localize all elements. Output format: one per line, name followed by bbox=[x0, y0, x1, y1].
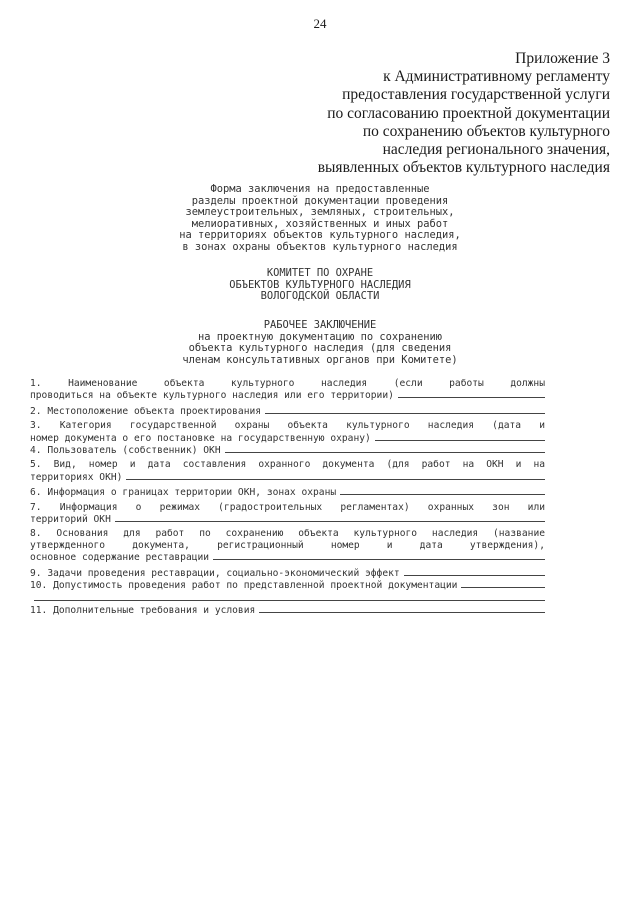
item-text-line: территориях ОКН) bbox=[30, 471, 123, 483]
item-text-line: проводиться на объекте культурного наследия или его территории) bbox=[30, 390, 394, 402]
item-text-line: 11. Дополнительные требования и условия bbox=[30, 604, 256, 616]
fill-in-line[interactable] bbox=[404, 567, 545, 576]
committee-line: ОБЪЕКТОВ КУЛЬТУРНОГО НАСЛЕДИЯ bbox=[229, 278, 411, 291]
form-item bbox=[30, 579, 545, 600]
fill-in-line[interactable] bbox=[340, 486, 545, 495]
committee-line: КОМИТЕТ ПО ОХРАНЕ bbox=[266, 267, 374, 279]
item-text-line: 4. Пользователь (собственник) ОКН bbox=[30, 445, 221, 457]
work-title-line: объекта культурного наследия (для сведения bbox=[188, 342, 452, 355]
item-text-line: 8. Основания для работ по сохранению объекта культурного наследия (название bbox=[30, 528, 545, 540]
item-text-line: номер документа о его постановке на государственную охрану) bbox=[30, 432, 371, 444]
committee-name bbox=[0, 268, 640, 303]
committee-line: ВОЛОГОДСКОЙ ОБЛАСТИ bbox=[260, 290, 380, 303]
fill-in-line[interactable] bbox=[461, 579, 545, 588]
appendix-line: наследия регионального значения, bbox=[382, 141, 610, 159]
page-number: 24 bbox=[313, 16, 327, 31]
form-item bbox=[30, 444, 545, 456]
form-item bbox=[30, 459, 545, 483]
form-items bbox=[30, 378, 545, 616]
item-text-line: основное содержание реставрации bbox=[30, 552, 210, 564]
item-text-line: 1. Наименование объекта культурного наследия (если работы должны bbox=[30, 378, 545, 389]
item-text-line: территорий ОКН bbox=[30, 514, 111, 526]
form-title-line: в зонах охраны объектов культурного наследия bbox=[182, 240, 458, 253]
fill-in-line[interactable] bbox=[115, 513, 545, 522]
form-title-line: Форма заключения на предоставленные bbox=[210, 183, 430, 195]
item-text-line: 7. Информация о режимах (градостроительных регламентах) охранных зон или bbox=[30, 501, 545, 513]
form-title-line: мелиоративных, хозяйственных и иных работ bbox=[191, 217, 449, 230]
fill-in-line[interactable] bbox=[375, 432, 545, 441]
fill-in-line[interactable] bbox=[34, 592, 545, 601]
appendix-line: по сохранению объектов культурного bbox=[362, 122, 610, 140]
form-item bbox=[30, 567, 545, 579]
form-title-line: разделы проектной документации проведения bbox=[191, 194, 449, 207]
item-text-line: утвержденного документа, регистрационный номер и дата утверждения), bbox=[30, 539, 545, 551]
fill-in-line[interactable] bbox=[213, 551, 545, 560]
form-title-line: землеустроительных, земляных, строительных, bbox=[185, 206, 455, 219]
item-text-line: 6. Информация о границах территории ОКН, зонах охраны bbox=[30, 487, 337, 499]
appendix-line: к Административному регламенту bbox=[383, 68, 610, 86]
form-item bbox=[30, 502, 545, 526]
fill-in-line[interactable] bbox=[126, 471, 545, 480]
fill-in-line[interactable] bbox=[225, 444, 545, 453]
form-item bbox=[30, 405, 545, 417]
appendix-line: выявленных объектов культурного наследия bbox=[317, 159, 610, 177]
fill-in-line[interactable] bbox=[259, 604, 545, 613]
item-text-line: 10. Допустимость проведения работ по представленной проектной документации bbox=[30, 580, 458, 592]
form-title bbox=[0, 184, 640, 254]
work-conclusion-title bbox=[0, 320, 640, 366]
form-item bbox=[30, 420, 545, 444]
item-text-line: 5. Вид, номер и дата составления охранного документа (для работ на ОКН и на bbox=[30, 459, 545, 471]
work-title-line: РАБОЧЕЕ ЗАКЛЮЧЕНИЕ bbox=[263, 319, 377, 331]
form-item bbox=[30, 604, 545, 616]
work-title-line: членам консультативных органов при Комитете) bbox=[182, 353, 458, 366]
item-text-line: 3. Категория государственной охраны объекта культурного наследия (дата и bbox=[30, 420, 545, 432]
fill-in-line[interactable] bbox=[265, 405, 545, 414]
appendix-line: Приложение 3 bbox=[515, 50, 610, 67]
form-title-line: на территориях объектов культурного наследия, bbox=[179, 229, 461, 242]
appendix-line: предоставления государственной услуги bbox=[342, 86, 610, 104]
form-item bbox=[30, 378, 545, 402]
appendix-line: по согласованию проектной документации bbox=[327, 104, 610, 122]
form-item bbox=[30, 486, 545, 498]
item-text-line: 9. Задачи проведения реставрации, социально-экономический эффект bbox=[30, 567, 400, 579]
appendix-header bbox=[190, 50, 610, 177]
item-text-line: 2. Местоположение объекта проектирования bbox=[30, 405, 262, 417]
fill-in-line[interactable] bbox=[398, 389, 545, 398]
work-title-line: на проектную документацию по сохранению bbox=[198, 330, 442, 343]
form-item bbox=[30, 528, 545, 563]
